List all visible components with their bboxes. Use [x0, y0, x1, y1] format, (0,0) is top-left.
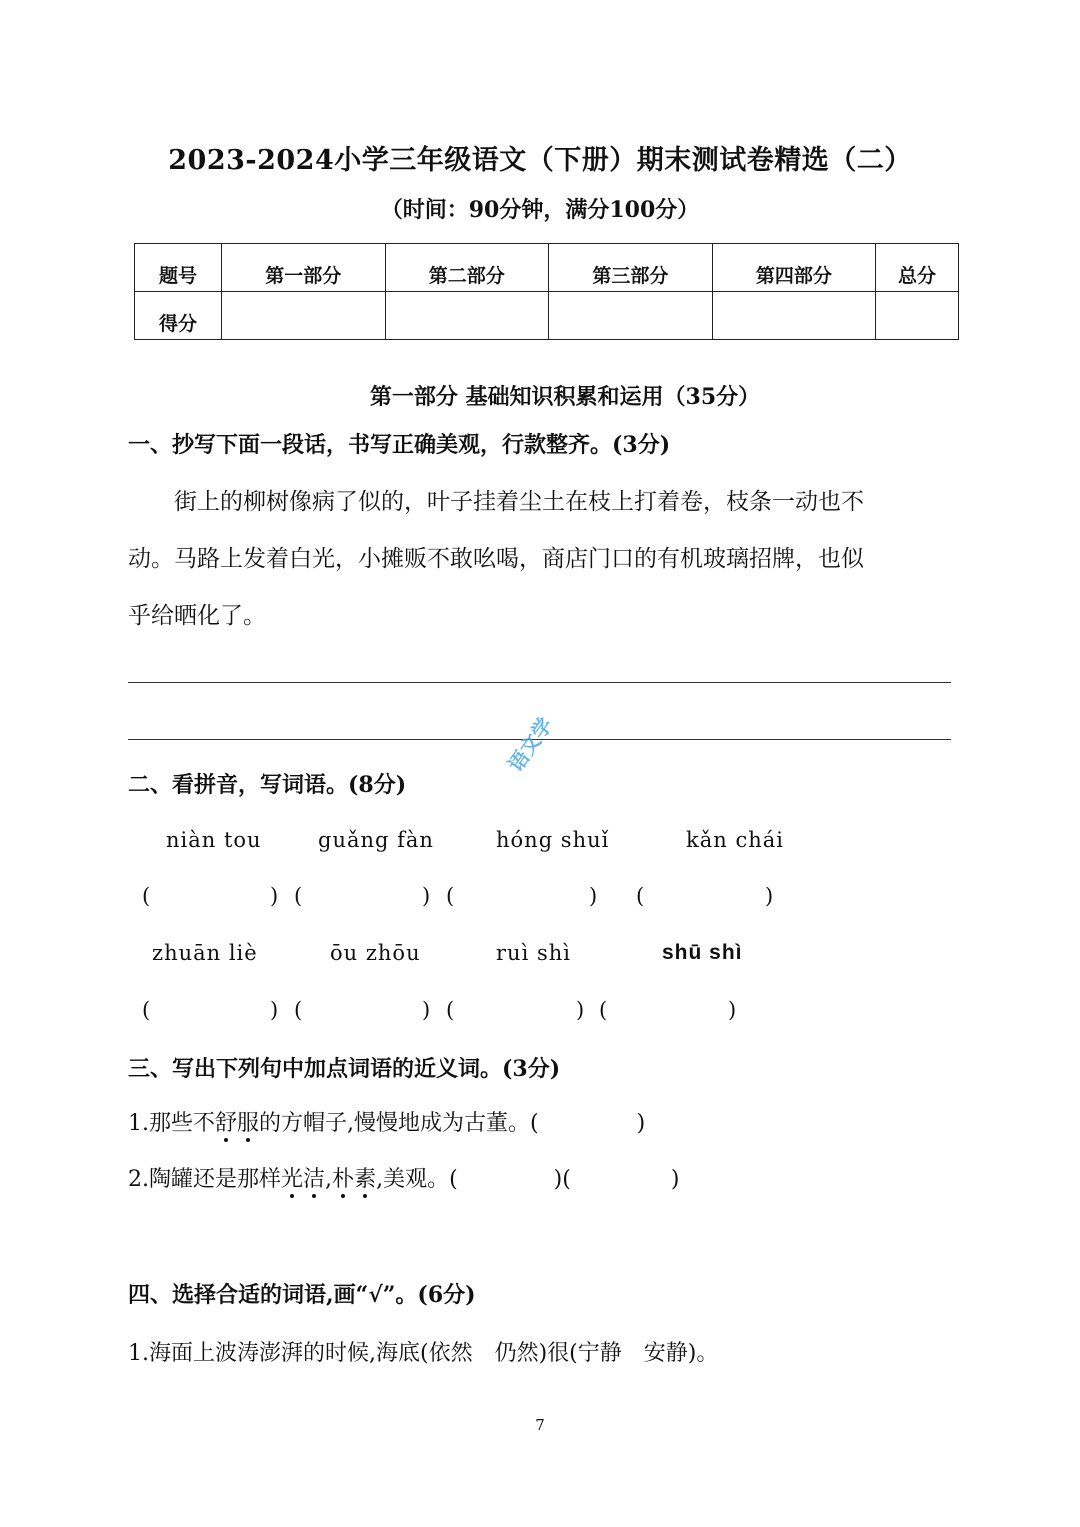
- answer-blank[interactable]: (: [636, 884, 645, 908]
- item-text: 陶罐还是那样: [149, 1167, 282, 1192]
- score-input-cell[interactable]: [712, 292, 876, 340]
- page-title: 2023-2024小学三年级语文（下册）期末测试卷精选（二）: [168, 145, 912, 176]
- score-input-cell[interactable]: [385, 292, 549, 340]
- question-3-heading: 三、写出下列句中加点词语的近义词。(3分): [128, 1056, 561, 1082]
- pinyin-label: hóng shuǐ: [496, 828, 610, 852]
- item-text: )(: [553, 1167, 571, 1192]
- pinyin-label: kǎn chái: [686, 828, 784, 852]
- pinyin-label: ruì shì: [496, 941, 571, 965]
- score-table: [134, 243, 959, 340]
- answer-blank-close: ): [589, 884, 598, 908]
- answer-blank[interactable]: (: [142, 998, 151, 1022]
- table-cell: 题号: [135, 244, 222, 292]
- item-text: 那些不: [149, 1111, 216, 1136]
- answer-blank-close: ): [422, 884, 431, 908]
- answer-blank[interactable]: (: [446, 884, 455, 908]
- score-input-cell[interactable]: [549, 292, 713, 340]
- score-input-cell[interactable]: [222, 292, 386, 340]
- answer-blank[interactable]: (: [294, 998, 303, 1022]
- question-1-heading: 一、抄写下面一段话，书写正确美观，行款整齐。(3分): [128, 432, 671, 458]
- pinyin-label: shū shì: [662, 941, 743, 964]
- answer-blank-close: ): [270, 884, 279, 908]
- question-4-item-1[interactable]: 1.海面上波涛澎湃的时候,海底(依然 仍然)很(宁静 安静)。: [128, 1341, 719, 1366]
- dotted-word-char: 洁: [303, 1167, 326, 1192]
- score-input-cell[interactable]: [876, 292, 959, 340]
- section-title-part1: 第一部分 基础知识积累和运用（35分）: [369, 384, 761, 410]
- pinyin-label: niàn tou: [166, 828, 262, 852]
- passage-line: 乎给晒化了。: [128, 603, 266, 629]
- answer-blank-close: ): [728, 998, 737, 1022]
- question-2-heading: 二、看拼音，写词语。(8分): [128, 772, 407, 798]
- dotted-word-char: 朴: [332, 1167, 355, 1192]
- exam-time-info: （时间：90分钟，满分100分）: [380, 197, 700, 223]
- answer-blank-close: ): [765, 884, 774, 908]
- table-cell: 第一部分: [222, 244, 386, 292]
- table-cell: 第二部分: [385, 244, 549, 292]
- dotted-word-char: 舒: [215, 1111, 238, 1136]
- answer-blank-close: ): [576, 998, 585, 1022]
- item-text: ): [636, 1111, 646, 1136]
- table-cell: 得分: [135, 292, 222, 340]
- pinyin-label: ōu zhōu: [330, 941, 421, 965]
- answer-blank[interactable]: (: [599, 998, 608, 1022]
- copy-passage: [128, 474, 958, 645]
- pinyin-label: zhuān liè: [152, 941, 258, 965]
- question-3-item-2: [128, 1162, 679, 1193]
- dotted-word-char: 服: [237, 1111, 260, 1136]
- pinyin-label: guǎng fàn: [318, 828, 434, 852]
- watermark-logo: 语文学: [503, 713, 558, 777]
- answer-blank-close: ): [270, 998, 279, 1022]
- table-cell: 总分: [876, 244, 959, 292]
- writing-line[interactable]: [128, 682, 951, 683]
- answer-blank[interactable]: (: [446, 998, 455, 1022]
- item-text: ): [670, 1167, 680, 1192]
- dotted-word-char: 光: [281, 1167, 304, 1192]
- item-text: ,: [325, 1167, 333, 1192]
- table-row: [135, 292, 959, 340]
- item-text: 的方帽子,慢慢地成为古董。(: [259, 1111, 539, 1136]
- question-3-item-1: [128, 1106, 645, 1137]
- passage-line: 街上的柳树像病了似的，叶子挂着尘土在枝上打着卷，枝条一动也不: [174, 489, 864, 515]
- passage-line: 动。马路上发着白光，小摊贩不敢吆喝，商店门口的有机玻璃招牌，也似: [128, 546, 864, 572]
- dotted-word-char: 素: [354, 1167, 377, 1192]
- page-number: 7: [535, 1416, 545, 1434]
- item-number: 1.: [128, 1111, 149, 1136]
- answer-blank[interactable]: (: [142, 884, 151, 908]
- table-cell: 第四部分: [712, 244, 876, 292]
- item-number: 2.: [128, 1167, 149, 1192]
- table-row: [135, 244, 959, 292]
- answer-blank[interactable]: (: [294, 884, 303, 908]
- answer-blank-close: ): [422, 998, 431, 1022]
- question-4-heading: 四、选择合适的词语,画“√”。(6分): [128, 1282, 476, 1308]
- item-text: ,美观。(: [376, 1167, 458, 1192]
- table-cell: 第三部分: [549, 244, 713, 292]
